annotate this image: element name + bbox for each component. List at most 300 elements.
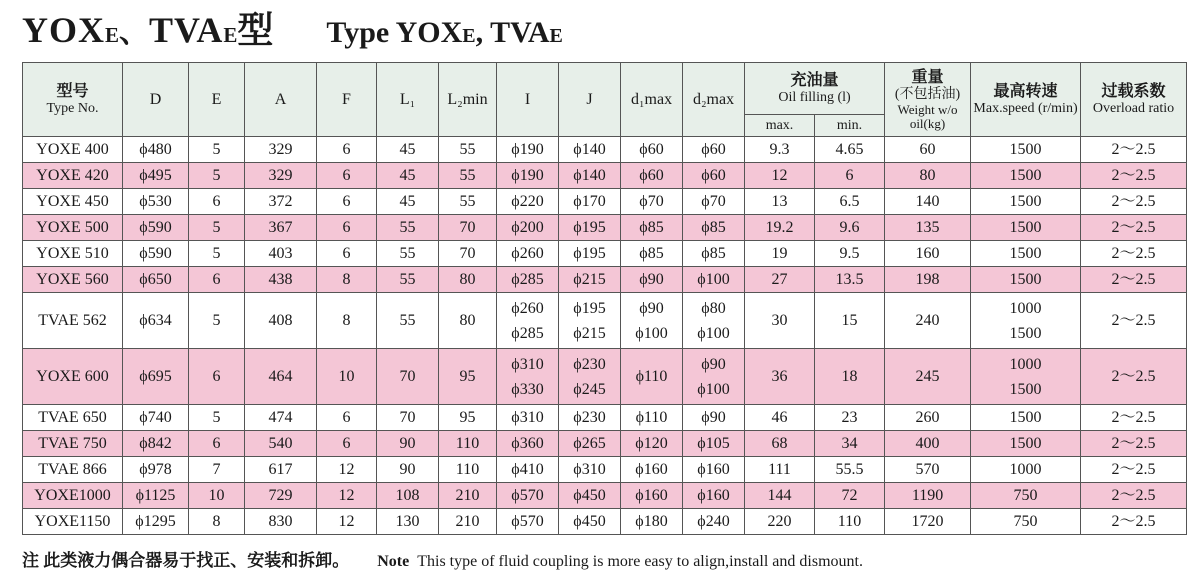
cell-d2-value: ϕ70 <box>701 193 726 210</box>
table-row <box>23 293 1187 349</box>
cell-j-value: ϕ195 <box>573 245 606 262</box>
cell-j-value: ϕ230 <box>573 409 606 426</box>
table-row <box>23 483 1187 509</box>
cell-i-value: ϕ570 <box>511 513 544 530</box>
cell-a: 329 <box>245 137 317 163</box>
cell-model: TVAE 650 <box>23 405 123 431</box>
cell-l2: 55 <box>439 137 497 163</box>
cell-d1-value: ϕ180 <box>635 513 668 530</box>
cell-l1: 55 <box>377 215 439 241</box>
cell-d2-value: ϕ100 <box>697 271 730 288</box>
cell-d2 <box>683 509 745 535</box>
cell-i <box>497 483 559 509</box>
title-en-mid: , TVA <box>475 16 550 49</box>
cell-l2: 70 <box>439 241 497 267</box>
header-l2min: L₂min <box>439 63 497 137</box>
cell-d2 <box>683 189 745 215</box>
cell-d2 <box>683 431 745 457</box>
cell-model: YOXE 500 <box>23 215 123 241</box>
cell-speed <box>971 457 1081 483</box>
table-row <box>23 405 1187 431</box>
cell-speed-value: 1500 <box>1009 380 1042 398</box>
cell-d1-value: ϕ85 <box>639 245 664 262</box>
cell-i-value: ϕ285 <box>511 324 544 342</box>
cell-i-value: ϕ330 <box>511 380 544 398</box>
cell-speed-value: 1000 <box>1009 299 1042 317</box>
cell-oil-max: 30 <box>745 293 815 349</box>
table-row <box>23 241 1187 267</box>
footnote <box>22 546 863 571</box>
cell-d1 <box>621 241 683 267</box>
cell-d1 <box>621 293 683 349</box>
cell-i <box>497 215 559 241</box>
cell-f: 12 <box>317 509 377 535</box>
header-i: I <box>497 63 559 137</box>
cell-speed <box>971 267 1081 293</box>
cell-l1: 45 <box>377 137 439 163</box>
title-type-zh: 型 <box>237 10 275 50</box>
cell-l1: 70 <box>377 349 439 405</box>
cell-model: TVAE 750 <box>23 431 123 457</box>
cell-weight: 1190 <box>885 483 971 509</box>
cell-d2-value: ϕ90 <box>701 409 726 426</box>
cell-d1-value: ϕ160 <box>635 487 668 504</box>
cell-i-value: ϕ260 <box>511 299 544 317</box>
cell-speed <box>971 509 1081 535</box>
cell-d2-value: ϕ105 <box>697 435 730 452</box>
cell-speed-value: 1500 <box>1009 435 1042 452</box>
cell-speed-value: 1500 <box>1009 193 1042 210</box>
cell-ratio: 2～2.5 <box>1081 405 1187 431</box>
cell-d1 <box>621 431 683 457</box>
cell-i <box>497 431 559 457</box>
cell-a: 540 <box>245 431 317 457</box>
cell-l1: 90 <box>377 457 439 483</box>
cell-weight: 400 <box>885 431 971 457</box>
title-sep: 、 <box>119 16 150 49</box>
header-model-en: Type No. <box>46 100 99 116</box>
cell-l2: 95 <box>439 405 497 431</box>
cell-d2-value: ϕ160 <box>697 487 730 504</box>
cell-d: ϕ1295 <box>123 509 189 535</box>
cell-e: 5 <box>189 215 245 241</box>
cell-d2-value: ϕ60 <box>701 167 726 184</box>
cell-i <box>497 241 559 267</box>
cell-d2-value: ϕ60 <box>701 141 726 158</box>
table-row <box>23 189 1187 215</box>
cell-d: ϕ495 <box>123 163 189 189</box>
cell-a: 403 <box>245 241 317 267</box>
cell-d2 <box>683 457 745 483</box>
cell-ratio: 2～2.5 <box>1081 267 1187 293</box>
cell-j-value: ϕ195 <box>573 219 606 236</box>
cell-ratio: 2～2.5 <box>1081 349 1187 405</box>
cell-f: 6 <box>317 163 377 189</box>
cell-e: 5 <box>189 137 245 163</box>
cell-oil-max: 111 <box>745 457 815 483</box>
cell-ratio: 2～2.5 <box>1081 189 1187 215</box>
cell-e: 10 <box>189 483 245 509</box>
cell-d1-value: ϕ160 <box>635 461 668 478</box>
cell-d2-value: ϕ90 <box>701 355 726 373</box>
header-model-zh: 型号 <box>56 82 89 100</box>
header-d1max: d₁max <box>621 63 683 137</box>
cell-d1-value: ϕ60 <box>639 167 664 184</box>
table-row <box>23 267 1187 293</box>
cell-i <box>497 293 559 349</box>
cell-d2 <box>683 293 745 349</box>
cell-oil-min: 72 <box>815 483 885 509</box>
cell-model: YOXE 510 <box>23 241 123 267</box>
cell-d: ϕ1125 <box>123 483 189 509</box>
cell-a: 729 <box>245 483 317 509</box>
header-oil-en: Oil filling (l) <box>778 89 851 105</box>
cell-i <box>497 509 559 535</box>
cell-i <box>497 189 559 215</box>
header-l1: L₁ <box>377 63 439 137</box>
header-weight-en: Weight w/o oil(kg) <box>897 101 958 131</box>
cell-d: ϕ740 <box>123 405 189 431</box>
cell-l1: 55 <box>377 267 439 293</box>
cell-speed-value: 1500 <box>1009 324 1042 342</box>
cell-f: 6 <box>317 405 377 431</box>
cell-weight: 60 <box>885 137 971 163</box>
cell-l2: 210 <box>439 483 497 509</box>
cell-weight: 260 <box>885 405 971 431</box>
cell-speed-value: 750 <box>1013 513 1038 530</box>
cell-a: 329 <box>245 163 317 189</box>
cell-e: 5 <box>189 241 245 267</box>
cell-d1-value: ϕ70 <box>639 193 664 210</box>
cell-oil-max: 46 <box>745 405 815 431</box>
header-overload-en: Overload ratio <box>1092 100 1175 116</box>
cell-f: 8 <box>317 267 377 293</box>
header-d2max: d₂max <box>683 63 745 137</box>
title-tva: TVA <box>149 10 224 50</box>
cell-f: 8 <box>317 293 377 349</box>
cell-speed <box>971 405 1081 431</box>
header-speed <box>971 63 1081 137</box>
cell-d1 <box>621 163 683 189</box>
cell-d1-value: ϕ90 <box>639 271 664 288</box>
cell-speed <box>971 431 1081 457</box>
cell-i-value: ϕ190 <box>511 167 544 184</box>
cell-ratio: 2～2.5 <box>1081 137 1187 163</box>
header-row-1 <box>23 63 1187 115</box>
cell-d2 <box>683 483 745 509</box>
cell-d2-value: ϕ160 <box>697 461 730 478</box>
cell-weight: 570 <box>885 457 971 483</box>
cell-j <box>559 349 621 405</box>
cell-oil-max: 36 <box>745 349 815 405</box>
cell-d: ϕ650 <box>123 267 189 293</box>
cell-j-value: ϕ230 <box>573 355 606 373</box>
cell-d1-value: ϕ85 <box>639 219 664 236</box>
cell-l1: 45 <box>377 163 439 189</box>
cell-weight: 160 <box>885 241 971 267</box>
cell-speed <box>971 189 1081 215</box>
cell-oil-max: 19 <box>745 241 815 267</box>
cell-d: ϕ480 <box>123 137 189 163</box>
cell-ratio: 2～2.5 <box>1081 457 1187 483</box>
cell-ratio: 2～2.5 <box>1081 163 1187 189</box>
table-row <box>23 137 1187 163</box>
cell-d2 <box>683 241 745 267</box>
cell-speed <box>971 483 1081 509</box>
table-row <box>23 163 1187 189</box>
cell-a: 830 <box>245 509 317 535</box>
footnote-en: This type of fluid coupling is more easy to align,install and dismount. <box>417 553 863 570</box>
cell-l2: 80 <box>439 267 497 293</box>
cell-e: 6 <box>189 189 245 215</box>
cell-a: 464 <box>245 349 317 405</box>
cell-j <box>559 241 621 267</box>
cell-i <box>497 405 559 431</box>
cell-l2: 110 <box>439 457 497 483</box>
cell-l2: 55 <box>439 163 497 189</box>
cell-a: 367 <box>245 215 317 241</box>
cell-a: 408 <box>245 293 317 349</box>
cell-weight: 140 <box>885 189 971 215</box>
header-speed-zh: 最高转速 <box>993 82 1058 100</box>
cell-j <box>559 137 621 163</box>
cell-j-value: ϕ215 <box>573 324 606 342</box>
cell-ratio: 2～2.5 <box>1081 215 1187 241</box>
cell-d2-value: ϕ100 <box>697 380 730 398</box>
cell-d2-value: ϕ85 <box>701 219 726 236</box>
cell-j-value: ϕ140 <box>573 141 606 158</box>
cell-speed-value: 1500 <box>1009 219 1042 236</box>
cell-d2 <box>683 267 745 293</box>
cell-speed-value: 1500 <box>1009 409 1042 426</box>
cell-d1 <box>621 405 683 431</box>
cell-model: YOXE 450 <box>23 189 123 215</box>
cell-a: 438 <box>245 267 317 293</box>
cell-oil-max: 9.3 <box>745 137 815 163</box>
title-tva-sub: E <box>223 23 238 47</box>
cell-d1 <box>621 189 683 215</box>
cell-model: YOXE 420 <box>23 163 123 189</box>
table-row <box>23 457 1187 483</box>
cell-i <box>497 349 559 405</box>
title-yox: YOX <box>22 10 105 50</box>
cell-d2 <box>683 349 745 405</box>
cell-j <box>559 267 621 293</box>
header-a: A <box>245 63 317 137</box>
cell-j-value: ϕ450 <box>573 487 606 504</box>
cell-speed-value: 1500 <box>1009 167 1042 184</box>
cell-ratio: 2～2.5 <box>1081 509 1187 535</box>
cell-j-value: ϕ265 <box>573 435 606 452</box>
cell-e: 6 <box>189 349 245 405</box>
cell-d1 <box>621 483 683 509</box>
cell-j <box>559 293 621 349</box>
cell-i-value: ϕ260 <box>511 245 544 262</box>
cell-l1: 55 <box>377 293 439 349</box>
cell-j <box>559 163 621 189</box>
cell-j-value: ϕ170 <box>573 193 606 210</box>
footnote-label: Note <box>377 553 410 570</box>
cell-f: 6 <box>317 215 377 241</box>
cell-i <box>497 457 559 483</box>
cell-j <box>559 483 621 509</box>
cell-i-value: ϕ285 <box>511 271 544 288</box>
cell-f: 10 <box>317 349 377 405</box>
cell-d2-value: ϕ80 <box>701 299 726 317</box>
page-title <box>22 2 563 52</box>
cell-l2: 95 <box>439 349 497 405</box>
cell-d2 <box>683 163 745 189</box>
cell-d2-value: ϕ100 <box>697 324 730 342</box>
title-yox-sub: E <box>105 23 120 47</box>
cell-a: 617 <box>245 457 317 483</box>
cell-ratio: 2～2.5 <box>1081 483 1187 509</box>
cell-f: 12 <box>317 483 377 509</box>
cell-i <box>497 267 559 293</box>
cell-j-value: ϕ450 <box>573 513 606 530</box>
cell-j <box>559 457 621 483</box>
cell-oil-min: 13.5 <box>815 267 885 293</box>
cell-i-value: ϕ310 <box>511 355 544 373</box>
cell-speed <box>971 163 1081 189</box>
cell-i-value: ϕ310 <box>511 409 544 426</box>
cell-l1: 55 <box>377 241 439 267</box>
cell-ratio: 2～2.5 <box>1081 431 1187 457</box>
cell-model: YOXE 400 <box>23 137 123 163</box>
header-oil <box>745 63 885 115</box>
cell-oil-max: 144 <box>745 483 815 509</box>
cell-j-value: ϕ245 <box>573 380 606 398</box>
cell-i-value: ϕ200 <box>511 219 544 236</box>
cell-i-value: ϕ410 <box>511 461 544 478</box>
header-weight <box>885 63 971 137</box>
cell-f: 6 <box>317 431 377 457</box>
cell-l1: 45 <box>377 189 439 215</box>
cell-e: 6 <box>189 267 245 293</box>
cell-d2 <box>683 405 745 431</box>
cell-d1 <box>621 215 683 241</box>
cell-d: ϕ590 <box>123 241 189 267</box>
cell-weight: 198 <box>885 267 971 293</box>
cell-l1: 130 <box>377 509 439 535</box>
cell-d: ϕ634 <box>123 293 189 349</box>
header-d: D <box>123 63 189 137</box>
cell-d2 <box>683 137 745 163</box>
header-e: E <box>189 63 245 137</box>
cell-e: 5 <box>189 163 245 189</box>
cell-e: 8 <box>189 509 245 535</box>
spec-table-body <box>23 137 1187 535</box>
cell-speed <box>971 349 1081 405</box>
cell-d1 <box>621 267 683 293</box>
cell-i-value: ϕ190 <box>511 141 544 158</box>
header-speed-en: Max.speed (r/min) <box>973 100 1078 116</box>
cell-e: 7 <box>189 457 245 483</box>
cell-d1-value: ϕ110 <box>635 368 668 385</box>
cell-oil-min: 18 <box>815 349 885 405</box>
cell-j <box>559 405 621 431</box>
cell-speed-value: 1500 <box>1009 245 1042 262</box>
cell-speed-value: 1500 <box>1009 141 1042 158</box>
cell-f: 6 <box>317 137 377 163</box>
cell-d2 <box>683 215 745 241</box>
cell-oil-min: 4.65 <box>815 137 885 163</box>
cell-speed <box>971 137 1081 163</box>
cell-d1-value: ϕ60 <box>639 141 664 158</box>
cell-j <box>559 189 621 215</box>
cell-e: 5 <box>189 293 245 349</box>
cell-e: 6 <box>189 431 245 457</box>
cell-i-value: ϕ220 <box>511 193 544 210</box>
cell-j-value: ϕ195 <box>573 299 606 317</box>
cell-weight: 240 <box>885 293 971 349</box>
header-weight-zh: 重量 <box>911 68 944 86</box>
cell-oil-min: 34 <box>815 431 885 457</box>
title-en-prefix: Type YOX <box>326 16 463 49</box>
title-en-sub1: E <box>462 25 476 47</box>
cell-l2: 55 <box>439 189 497 215</box>
cell-ratio: 2～2.5 <box>1081 241 1187 267</box>
cell-model: YOXE1000 <box>23 483 123 509</box>
cell-oil-min: 6 <box>815 163 885 189</box>
cell-l1: 90 <box>377 431 439 457</box>
footnote-zh: 注 此类液力偶合器易于找正、安装和拆卸。 <box>22 551 350 570</box>
cell-oil-max: 68 <box>745 431 815 457</box>
cell-oil-min: 6.5 <box>815 189 885 215</box>
cell-l2: 70 <box>439 215 497 241</box>
cell-ratio: 2～2.5 <box>1081 293 1187 349</box>
cell-j-value: ϕ215 <box>573 271 606 288</box>
cell-d1 <box>621 509 683 535</box>
header-weight-zh2: (不包括油) <box>894 86 961 102</box>
cell-d1 <box>621 137 683 163</box>
header-f: F <box>317 63 377 137</box>
header-oil-zh: 充油量 <box>790 71 839 89</box>
cell-speed <box>971 215 1081 241</box>
cell-d1-value: ϕ90 <box>639 299 664 317</box>
cell-l2: 110 <box>439 431 497 457</box>
table-row <box>23 509 1187 535</box>
cell-speed-value: 1000 <box>1009 355 1042 373</box>
cell-oil-max: 220 <box>745 509 815 535</box>
cell-d1-value: ϕ110 <box>635 409 668 426</box>
header-model <box>23 63 123 137</box>
cell-l1: 70 <box>377 405 439 431</box>
cell-d1 <box>621 349 683 405</box>
header-oil-min: min. <box>815 115 885 137</box>
cell-i-value: ϕ570 <box>511 487 544 504</box>
cell-oil-min: 9.6 <box>815 215 885 241</box>
cell-model: YOXE 560 <box>23 267 123 293</box>
cell-d2-value: ϕ85 <box>701 245 726 262</box>
cell-e: 5 <box>189 405 245 431</box>
cell-j-value: ϕ140 <box>573 167 606 184</box>
cell-i-value: ϕ360 <box>511 435 544 452</box>
header-overload <box>1081 63 1187 137</box>
cell-speed-value: 1500 <box>1009 271 1042 288</box>
cell-speed <box>971 241 1081 267</box>
cell-d: ϕ530 <box>123 189 189 215</box>
table-row <box>23 431 1187 457</box>
cell-j-value: ϕ310 <box>573 461 606 478</box>
header-overload-zh: 过载系数 <box>1101 82 1166 100</box>
cell-d1-value: ϕ100 <box>635 324 668 342</box>
cell-weight: 245 <box>885 349 971 405</box>
cell-l2: 210 <box>439 509 497 535</box>
cell-speed-value: 1000 <box>1009 461 1042 478</box>
cell-d: ϕ695 <box>123 349 189 405</box>
cell-oil-min: 55.5 <box>815 457 885 483</box>
